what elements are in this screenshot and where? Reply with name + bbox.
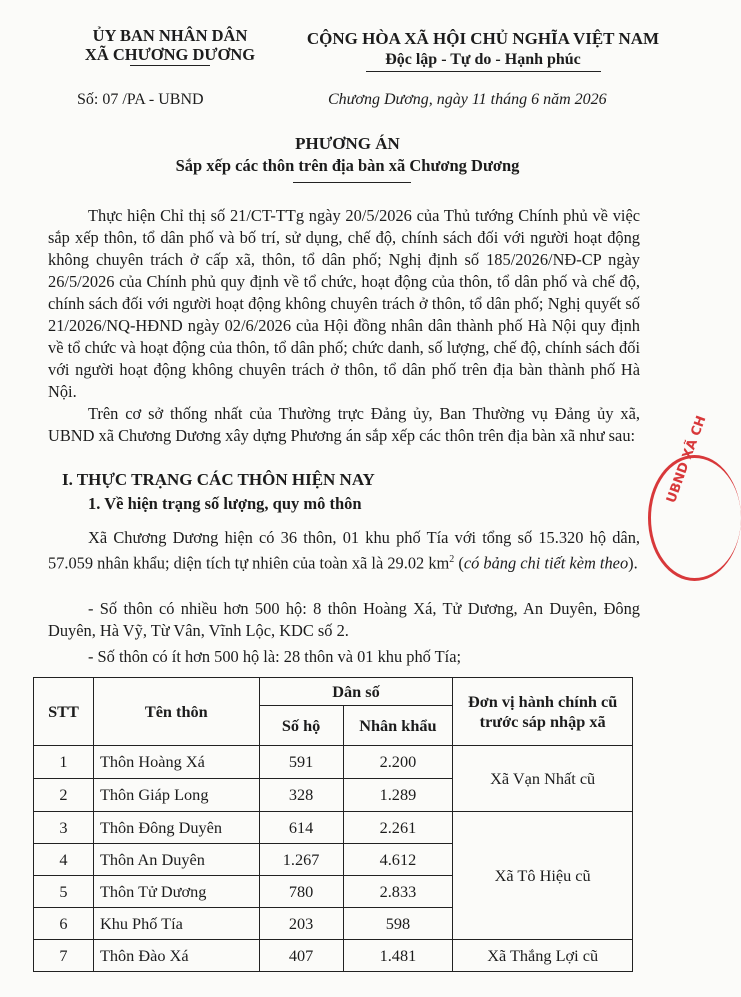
superscript: 2 bbox=[449, 554, 455, 565]
table-row bbox=[34, 812, 633, 844]
paragraph-italic: có bảng chi tiết kèm theo bbox=[463, 553, 629, 573]
cell-households: 614 bbox=[259, 812, 343, 844]
section-heading: I. THỰC TRẠNG CÁC THÔN HIỆN NAY bbox=[62, 470, 375, 489]
cell-stt: 6 bbox=[34, 908, 94, 940]
cell-former-unit: Xã Vạn Nhất cũ bbox=[453, 746, 633, 812]
header-stt: STT bbox=[34, 678, 94, 746]
cell-stt: 1 bbox=[34, 746, 94, 779]
paragraph-large-villages bbox=[48, 598, 640, 642]
cell-stt: 7 bbox=[34, 940, 94, 972]
subtitle-underline bbox=[293, 182, 411, 183]
cell-stt: 3 bbox=[34, 812, 94, 844]
paragraph-text: - Số thôn có nhiều hơn 500 hộ: 8 thôn Hoàng Xá, Tử Dương, An Duyên, Đông Duyên, Hà Vỹ, Từ Vân, Vĩnh Lộc, KDC số 2. bbox=[48, 599, 640, 640]
cell-village-name: Thôn Đào Xá bbox=[93, 940, 259, 972]
cell-stt: 5 bbox=[34, 876, 94, 908]
cell-people: 4.612 bbox=[343, 844, 453, 876]
cell-stt: 2 bbox=[34, 779, 94, 812]
subsection-heading: 1. Về hiện trạng số lượng, quy mô thôn bbox=[88, 494, 362, 513]
table-row bbox=[34, 940, 633, 972]
cell-households: 780 bbox=[259, 876, 343, 908]
document-title: PHƯƠNG ÁN bbox=[295, 134, 400, 153]
header-people: Nhân khẩu bbox=[343, 706, 453, 746]
cell-people: 1.481 bbox=[343, 940, 453, 972]
header-former-unit: Đơn vị hành chính cũ trước sáp nhập xã bbox=[453, 678, 633, 746]
motto-underline bbox=[366, 71, 601, 72]
org-line-2: XÃ CHƯƠNG DƯƠNG bbox=[84, 45, 256, 64]
cell-households: 591 bbox=[259, 746, 343, 779]
paragraph-text: - Số thôn có ít hơn 500 hộ là: 28 thôn và 01 khu phố Tía; bbox=[88, 647, 462, 666]
red-seal-stamp bbox=[648, 455, 741, 581]
issuing-authority bbox=[55, 26, 285, 66]
cell-households: 203 bbox=[259, 908, 343, 940]
document-subtitle: Sắp xếp các thôn trên địa bàn xã Chương Dương bbox=[175, 156, 520, 175]
cell-people: 2.833 bbox=[343, 876, 453, 908]
cell-village-name: Khu Phố Tía bbox=[93, 908, 259, 940]
paragraph-text: Xã Chương Dương hiện có 36 thôn, 01 khu phố Tía với tổng số 15.320 hộ dân, 57.059 nhân khẩu; diện tích tự nhiên của toàn xã là 29.02 km bbox=[48, 528, 640, 573]
paragraph-consensus bbox=[48, 403, 640, 447]
cell-households: 1.267 bbox=[259, 844, 343, 876]
cell-people: 598 bbox=[343, 908, 453, 940]
paragraph-text: ). bbox=[628, 553, 638, 573]
org-underline bbox=[130, 65, 210, 66]
national-motto: Độc lập - Tự do - Hạnh phúc bbox=[385, 51, 581, 68]
paragraph-small-villages bbox=[48, 646, 640, 668]
table-row bbox=[34, 746, 633, 779]
national-header bbox=[283, 28, 683, 72]
document-number: Số: 07 /PA - UBND bbox=[77, 91, 204, 108]
cell-village-name: Thôn Hoàng Xá bbox=[93, 746, 259, 779]
cell-stt: 4 bbox=[34, 844, 94, 876]
paragraph-text: ( bbox=[454, 553, 464, 573]
cell-village-name: Thôn Tử Dương bbox=[93, 876, 259, 908]
paragraph-legal-basis bbox=[48, 205, 640, 403]
cell-former-unit: Xã Tô Hiệu cũ bbox=[453, 812, 633, 940]
seal-text: UBND XÃ CH bbox=[664, 413, 710, 506]
paragraph-overview bbox=[48, 527, 640, 574]
villages-table bbox=[33, 677, 633, 972]
header-village-name: Tên thôn bbox=[93, 678, 259, 746]
cell-former-unit: Xã Thắng Lợi cũ bbox=[453, 940, 633, 972]
cell-people: 2.261 bbox=[343, 812, 453, 844]
org-line-1: ỦY BAN NHÂN DÂN bbox=[92, 26, 248, 45]
paragraph-text: Thực hiện Chỉ thị số 21/CT-TTg ngày 20/5/2026 của Thủ tướng Chính phủ về việc sắp xếp thôn, tổ dân phố và bố trí, sử dụng, chế độ, chính sách đối với người hoạt động không chuyên trách ở cấp xã, thôn, tổ dân phố; Nghị định số 185/2026/NĐ-CP ngày 26/5/2026 của Chính phủ quy định về tổ chức, hoạt động của thôn, tổ dân phố và chế độ, chính sách đối với người hoạt động không chuyên trách ở thôn, tổ dân phố; Nghị quyết số 21/2026/NQ-HĐND ngày 02/6/2026 của Hội đồng nhân dân thành phố Hà Nội quy định về tổ chức và hoạt động của thôn, tổ dân phố; chức danh, số lượng, chế độ, chính sách đối với người hoạt động không chuyên trách ở thôn, tổ dân phố trên địa bàn thành phố Hà Nội. bbox=[48, 206, 640, 401]
cell-village-name: Thôn An Duyên bbox=[93, 844, 259, 876]
header-households: Số hộ bbox=[259, 706, 343, 746]
cell-households: 328 bbox=[259, 779, 343, 812]
paragraph-text: Trên cơ sở thống nhất của Thường trực Đảng ủy, Ban Thường vụ Đảng ủy xã, UBND xã Chương Dương xây dựng Phương án sắp xếp các thôn trên địa bàn xã như sau: bbox=[48, 404, 640, 445]
document-date: Chương Dương, ngày 11 tháng 6 năm 2026 bbox=[328, 91, 607, 108]
cell-village-name: Thôn Giáp Long bbox=[93, 779, 259, 812]
cell-village-name: Thôn Đông Duyên bbox=[93, 812, 259, 844]
cell-households: 407 bbox=[259, 940, 343, 972]
cell-people: 1.289 bbox=[343, 779, 453, 812]
header-population: Dân số bbox=[259, 678, 453, 706]
nation-name: CỘNG HÒA XÃ HỘI CHỦ NGHĨA VIỆT NAM bbox=[306, 29, 660, 48]
cell-people: 2.200 bbox=[343, 746, 453, 779]
